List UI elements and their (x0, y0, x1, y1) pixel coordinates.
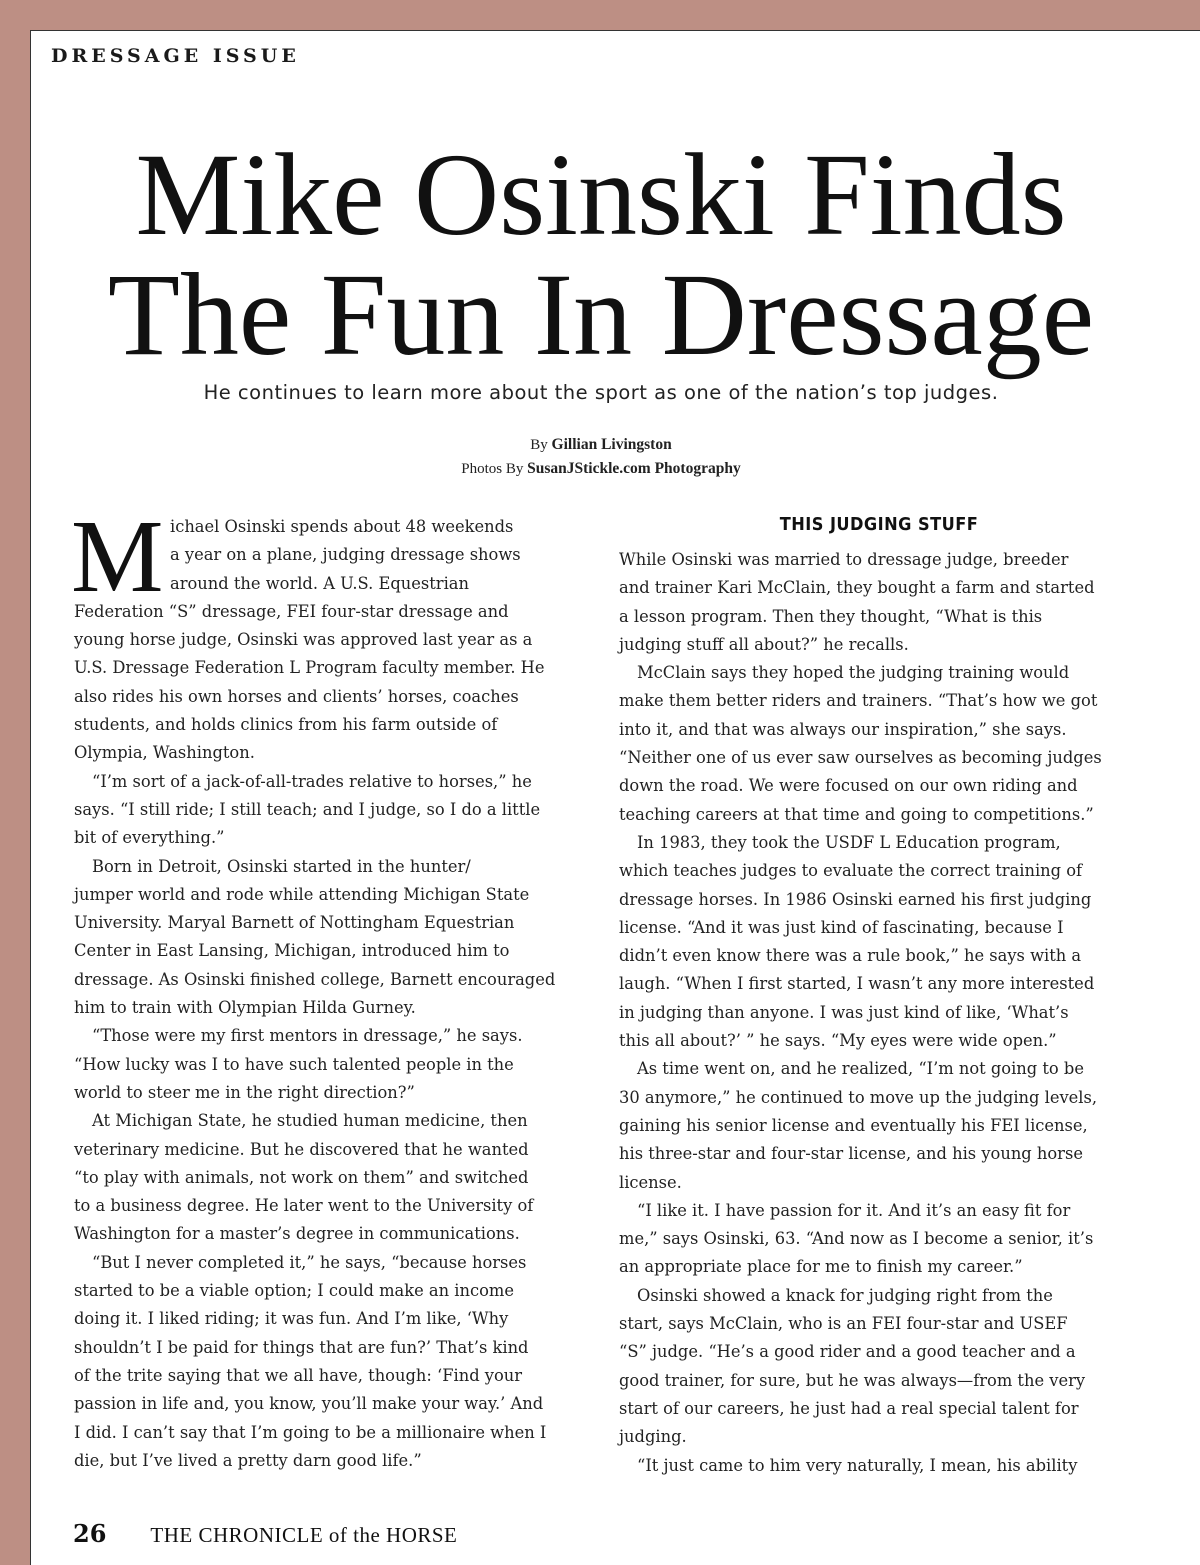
body-text-line: start, says McClain, who is an FEI four-star and USEF (619, 1314, 1068, 1334)
body-text-line: gaining his senior license and eventually his FEI license, (619, 1115, 1088, 1135)
body-text-line: veterinary medicine. But he discovered that he wanted (74, 1139, 529, 1159)
photos-prefix: Photos By (461, 461, 524, 477)
body-text-line: me,” says Osinski, 63. “And now as I become a senior, it’s (619, 1229, 1094, 1249)
body-text-line: passion in life and, you know, you’ll make your way.’ And (74, 1394, 544, 1414)
body-text-line: which teaches judges to evaluate the correct training of (619, 861, 1083, 881)
body-text-line: doing it. I liked riding; it was fun. And I’m like, ‘Why (74, 1309, 509, 1329)
article-column-left (71, 499, 594, 1475)
body-text-line: 30 anymore,” he continued to move up the judging levels, (619, 1087, 1098, 1107)
body-text-line: University. Maryal Barnett of Nottingham Equestrian (74, 913, 515, 933)
body-text-line: “Those were my first mentors in dressage,” he says. (92, 1026, 523, 1046)
body-text-line: ichael Osinski spends about 48 weekends (170, 517, 514, 536)
body-text-line: “But I never completed it,” he says, “because horses (92, 1252, 527, 1272)
body-text-line: At Michigan State, he studied human medicine, then (92, 1111, 528, 1131)
page-footer (73, 1519, 457, 1548)
body-text-line: an appropriate place for me to finish my career.” (619, 1257, 1023, 1277)
body-text-line: him to train with Olympian Hilda Gurney. (74, 998, 416, 1018)
body-text-line: Federation “S” dressage, FEI four-star dressage and (74, 601, 509, 621)
body-text-line: world to steer me in the right direction?” (74, 1082, 415, 1102)
body-text-line: judging. (619, 1427, 687, 1447)
body-text-line: young horse judge, Osinski was approved last year as a (74, 630, 533, 650)
photos-credit: SusanJStickle.com Photography (527, 460, 741, 477)
body-text-line: die, but I’ve lived a pretty darn good life.” (74, 1450, 422, 1470)
body-text-line: in judging than anyone. I was just kind of like, ‘What’s (619, 1002, 1069, 1022)
body-text-line: Center in East Lansing, Michigan, introduced him to (74, 941, 510, 961)
body-text-line: Olympia, Washington. (74, 743, 255, 763)
body-text-line: McClain says they hoped the judging training would (637, 663, 1070, 683)
section-tag: DRESSAGE ISSUE (51, 45, 300, 67)
byline-author: Gillian Livingston (551, 436, 672, 453)
body-text-line: make them better riders and trainers. “That’s how we got (619, 691, 1098, 711)
body-text-line: license. (619, 1172, 682, 1192)
article-column-right (619, 513, 1139, 1480)
body-text-line: bit of everything.” (74, 828, 225, 848)
body-text-line: shouldn’t I be paid for things that are fun?’ That’s kind (74, 1337, 529, 1357)
body-text-line: “S” judge. “He’s a good rider and a good teacher and a (619, 1342, 1076, 1362)
body-text-line: says. “I still ride; I still teach; and I judge, so I do a little (74, 799, 541, 819)
body-text-line: “It just came to him very naturally, I mean, his ability (637, 1455, 1078, 1475)
body-text-line: license. “And it was just kind of fascinating, because I (619, 917, 1064, 937)
body-text-line: a year on a plane, judging dressage shows (170, 545, 521, 565)
article-subtitle: He continues to learn more about the sport as one of the nation’s top judges. (203, 381, 999, 404)
body-text-line: I did. I can’t say that I’m going to be a millionaire when I (74, 1422, 547, 1442)
body-text-line: Washington for a master’s degree in communications. (74, 1224, 520, 1244)
body-text-line: “How lucky was I to have such talented people in the (74, 1054, 514, 1074)
title-line: The Fun In Dressage (107, 249, 1095, 380)
article-title (31, 129, 1171, 380)
title-line: Mike Osinski Finds (135, 129, 1067, 260)
body-text-line: Born in Detroit, Osinski started in the hunter/ (92, 856, 471, 876)
body-text-line: a lesson program. Then they thought, “What is this (619, 606, 1043, 626)
body-text-line: laugh. “When I first started, I wasn’t any more interested (619, 974, 1095, 994)
body-text-line: to a business degree. He later went to the University of (74, 1196, 534, 1216)
body-text-line: and trainer Kari McClain, they bought a farm and started (619, 578, 1095, 598)
body-text-line: In 1983, they took the USDF L Education program, (637, 832, 1061, 852)
body-text-line: “Neither one of us ever saw ourselves as becoming judges (619, 748, 1102, 768)
body-text-line: his three-star and four-star license, and his young horse (619, 1144, 1083, 1164)
body-text-line: As time went on, and he realized, “I’m not going to be (637, 1059, 1084, 1079)
body-text-line: judging stuff all about?” he recalls. (619, 634, 909, 654)
body-text-line: students, and holds clinics from his farm outside of (74, 715, 498, 735)
body-text-line: this all about?’ ” he says. “My eyes were wide open.” (619, 1031, 1057, 1051)
body-text-line: dressage. As Osinski finished college, Barnett encouraged (74, 969, 556, 989)
body-text-line: “I’m sort of a jack-of-all-trades relative to horses,” he (92, 771, 532, 791)
body-text-line: started to be a viable option; I could make an income (74, 1281, 514, 1301)
byline-prefix: By (530, 437, 548, 453)
body-text-line: around the world. A U.S. Equestrian (170, 573, 469, 593)
body-text-line: U.S. Dressage Federation L Program faculty member. He (74, 658, 545, 678)
body-text-line: “to play with animals, not work on them” and switched (74, 1167, 529, 1187)
body-text-line: into it, and that was always our inspiration,” she says. (619, 719, 1067, 739)
section-subhead: THIS JUDGING STUFF (779, 514, 979, 535)
byline (31, 433, 1171, 481)
body-text-line: good trainer, for sure, but he was always—from the very (619, 1370, 1086, 1390)
magazine-page (30, 30, 1200, 1565)
body-text-line: down the road. We were focused on our own riding and (619, 776, 1078, 796)
body-text-line: also rides his own horses and clients’ horses, coaches (74, 686, 519, 706)
body-text-line: didn’t even know there was a rule book,” he says with a (619, 946, 1082, 966)
body-text-line: Osinski showed a knack for judging right from the (637, 1285, 1053, 1305)
body-text-line: teaching careers at that time and going to competitions.” (619, 804, 1094, 824)
body-text-line: “I like it. I have passion for it. And it’s an easy fit for (637, 1200, 1071, 1220)
body-text-line: While Osinski was married to dressage judge, breeder (619, 550, 1069, 569)
magazine-name: THE CHRONICLE of the HORSE (150, 1523, 458, 1547)
body-text-line: of the trite saying that we all have, though: ‘Find your (74, 1365, 523, 1385)
body-text-line: jumper world and rode while attending Michigan State (74, 884, 530, 904)
body-text-line: start of our careers, he just had a real special talent for (619, 1398, 1079, 1418)
page-number: 26 (73, 1519, 107, 1548)
body-text-line: dressage horses. In 1986 Osinski earned his first judging (619, 889, 1092, 909)
drop-cap: M (71, 499, 164, 614)
